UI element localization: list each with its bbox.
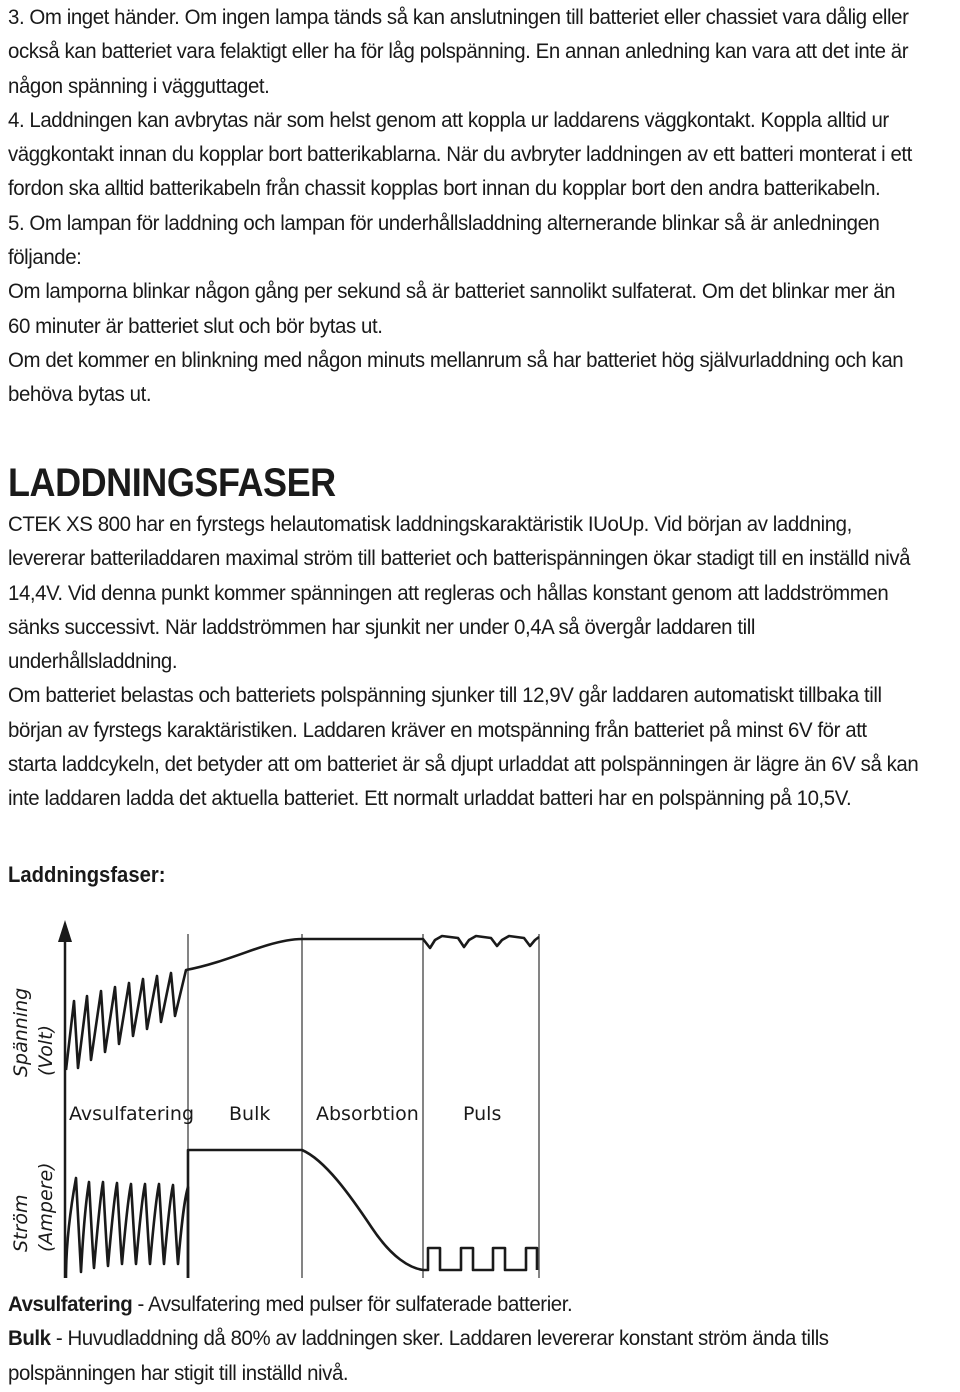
legend-item-bulk [8, 1321, 920, 1390]
current-axis-label-line2: (Ampere) [35, 1162, 57, 1252]
current-axis-label-line1: Ström [10, 1194, 32, 1252]
legend-text: - Huvudladdning då 80% av laddningen sker. Laddaren levererar konstant ström ända tills polspänningen har stigit till inställd nivå. [8, 1326, 829, 1385]
legend-term: Avsulfatering [8, 1292, 133, 1316]
pulse-current-curve [423, 1248, 537, 1270]
charging-paragraph-2: Om batteriet belastas och batteriets polspänning sjunker till 12,9V går laddaren automatiskt tillbaka till början av fyrstegs karaktäristiken. Laddaren kräver en motspänning från batteriet på minst 6V för att starta laddcykeln, det betyder att om batteriet är så djupt urladdat att polspänningen är lägre än 6V så kan inte laddaren ladda det aktuella batteriet. Ett normalt urladdat batteri har en polspänning på 10,5V. [8, 683, 919, 811]
voltage-axis-label-line1: Spänning [10, 987, 32, 1077]
legend-term: Bulk [8, 1326, 51, 1351]
y-axis-arrow [58, 920, 72, 942]
charging-text [8, 507, 920, 816]
phase-legend [8, 1287, 920, 1390]
item-5: 5. Om lampan för laddning och lampan för underhållsladdning alternerande blinkar så är anledningen följande: [8, 210, 880, 270]
phase-label-puls: Puls [463, 1103, 502, 1125]
legend-text: - Avsulfatering med pulser för sulfaterade batterier. [132, 1292, 573, 1316]
charging-paragraph-1: CTEK XS 800 har en fyrstegs helautomatisk laddningskaraktäristik IUoUp. Vid början av laddning, levererar batteriladdaren maximal ström till batteriet och batterispänningen ökar stadigt till en inställd nivå 14,4V. Vid denna punkt kommer spänningen att regleras och hållas konstant genom att laddströmmen sänks successivt. När laddströmmen har sjunkit ner under 0,4A så övergår laddaren till underhållsladdning. [8, 512, 911, 674]
troubleshooting-text [8, 0, 920, 412]
phase-label-absorbtion: Absorbtion [316, 1103, 419, 1125]
voltage-axis-label-line2: (Volt) [35, 1024, 57, 1076]
item-3: 3. Om inget händer. Om ingen lampa tänds så kan anslutningen till batteriet eller chassiet vara dålig eller också kan batteriet vara felaktigt eller ha för låg polspänning. En annan anledning kan vara att det inte är någon spänning i vägguttaget. [8, 5, 909, 98]
legend-item-avsulfatering [8, 1287, 920, 1321]
current-curve [66, 1178, 188, 1278]
section-subtitle: Laddningsfaser: [8, 862, 166, 887]
phase-label-bulk: Bulk [229, 1103, 271, 1125]
item-4: 4. Laddningen kan avbrytas när som helst genom att koppla ur laddarens väggkontakt. Koppla alltid ur väggkontakt innan du kopplar bort batterikablarna. När du avbryter laddningen av ett batteri monterat i ett fordon ska alltid batterikabeln från chassit kopplas bort innan du kopplar bort den andra batterikabeln. [8, 107, 912, 201]
section-title: LADDNINGSFASER [8, 461, 336, 505]
bulk-current-curve [188, 1150, 423, 1278]
charging-phases-diagram [0, 905, 960, 1285]
item-5-self-discharge: Om det kommer en blinkning med någon minuts mellanrum så har batteriet hög självurladdning och kan behöva bytas ut. [8, 347, 904, 407]
item-5-sulfated: Om lamporna blinkar någon gång per sekund så är batteriet sannolikt sulfaterat. Om det blinkar mer än 60 minuter är batteriet slut och bör bytas ut. [8, 279, 896, 338]
phase-label-avsulfatering: Avsulfatering [69, 1103, 195, 1125]
